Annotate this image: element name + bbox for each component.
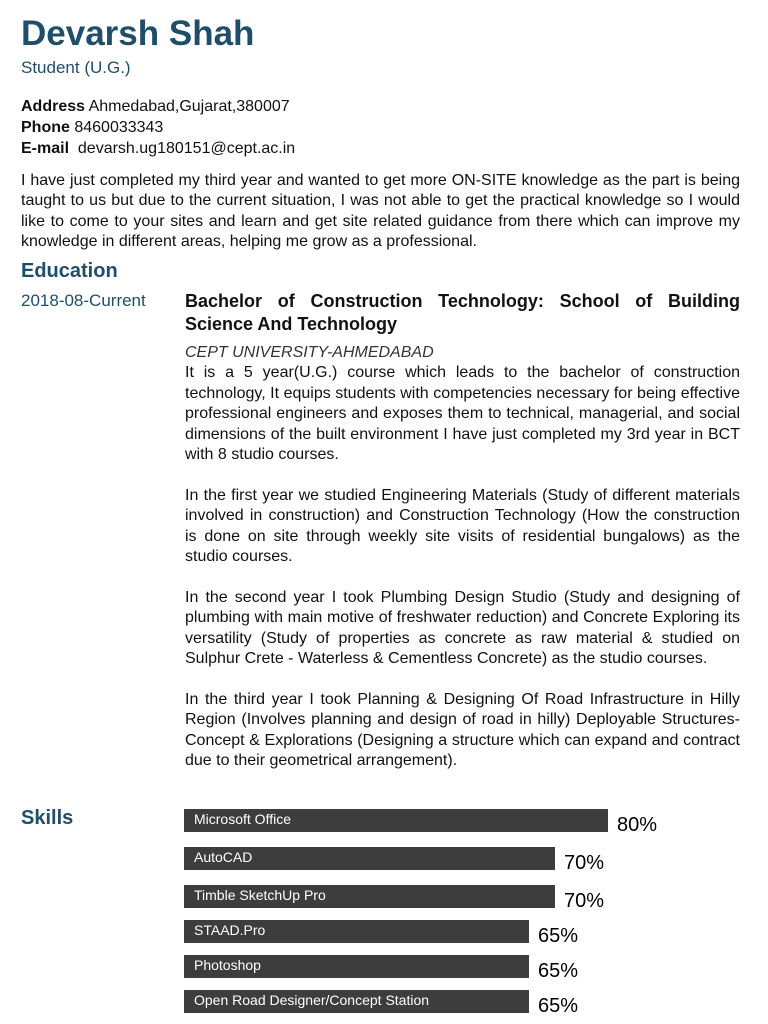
skill-row: [184, 809, 744, 836]
skill-row: [184, 847, 744, 874]
resume-name: Devarsh Shah: [21, 14, 255, 53]
education-paragraph: In the third year I took Planning & Designing Of Road Infrastructure in Hilly Region (Involves planning and design of road in hilly) Deployable Structures-Concept & Explorations (Designing a structure which can expand and contract due to their geometrical arrangement).: [185, 690, 740, 769]
phone-line: [21, 118, 163, 138]
skill-percent: 65%: [538, 960, 579, 982]
address-label: Address: [21, 98, 86, 115]
skill-bar: STAAD.Pro: [184, 920, 529, 943]
education-description: [185, 363, 740, 772]
skill-bar: Open Road Designer/Concept Station: [184, 990, 529, 1013]
skill-percent: 80%: [617, 814, 658, 836]
address-value: Ahmedabad,Gujarat,380007: [88, 98, 290, 115]
email-label: E-mail: [21, 140, 70, 157]
email-line: [21, 139, 295, 159]
skill-bar: AutoCAD: [184, 847, 555, 870]
education-heading: Education: [21, 260, 118, 282]
skill-row: [184, 955, 744, 982]
summary-paragraph: I have just completed my third year and wanted to get more ON-SITE knowledge as the part is being taught to us but due to the current situation, I was not able to get the practical knowledge so I would like to come to your sites and learn and get site related guidance from there which can improve my knowledge in different areas, helping me grow as a professional.: [21, 172, 740, 250]
skill-row: [184, 920, 744, 947]
phone-value: 8460033343: [74, 119, 164, 136]
education-paragraph: In the second year I took Plumbing Design Studio (Study and designing of plumbing with main motive of freshwater reduction) and Concrete Exploring its versatility (Study of properties as concrete as raw material & studied on Sulphur Crete - Waterless & Cementless Concrete) as the studio courses.: [185, 588, 740, 667]
phone-label: Phone: [21, 119, 70, 136]
skill-percent: 70%: [564, 890, 605, 912]
email-value[interactable]: devarsh.ug180151@cept.ac.in: [77, 140, 296, 157]
degree-title: Bachelor of Construction Technology: School of Building Science And Technology: [185, 291, 740, 334]
address-line: [21, 97, 290, 117]
skill-percent: 65%: [538, 925, 579, 947]
skill-bar: Timble SketchUp Pro: [184, 885, 555, 908]
skill-bar: Photoshop: [184, 955, 529, 978]
education-entry: [185, 290, 740, 772]
resume-role: Student (U.G.): [21, 58, 131, 77]
school-name: CEPT UNIVERSITY-AHMEDABAD: [185, 344, 434, 361]
skill-row: [184, 885, 744, 912]
skill-percent: 70%: [564, 852, 605, 874]
skills-list: [184, 809, 744, 1017]
education-paragraph: In the first year we studied Engineering Materials (Study of different materials involved in construction) and Construction Technology (How the construction is done on site through weekly site visits of residential bungalows) as the studio courses.: [185, 486, 740, 565]
education-date: 2018-08-Current: [21, 291, 146, 310]
skill-percent: 65%: [538, 995, 579, 1017]
skill-row: [184, 990, 744, 1017]
skills-heading: Skills: [21, 807, 74, 829]
education-paragraph: It is a 5 year(U.G.) course which leads to the bachelor of construction technology, It equips students with competencies necessary for being effective professional engineers and exposes them to technical, managerial, and social dimensions of the built environment I have just completed my 3rd year in BCT with 8 studio courses.: [185, 364, 740, 463]
skill-bar: Microsoft Office: [184, 809, 608, 832]
